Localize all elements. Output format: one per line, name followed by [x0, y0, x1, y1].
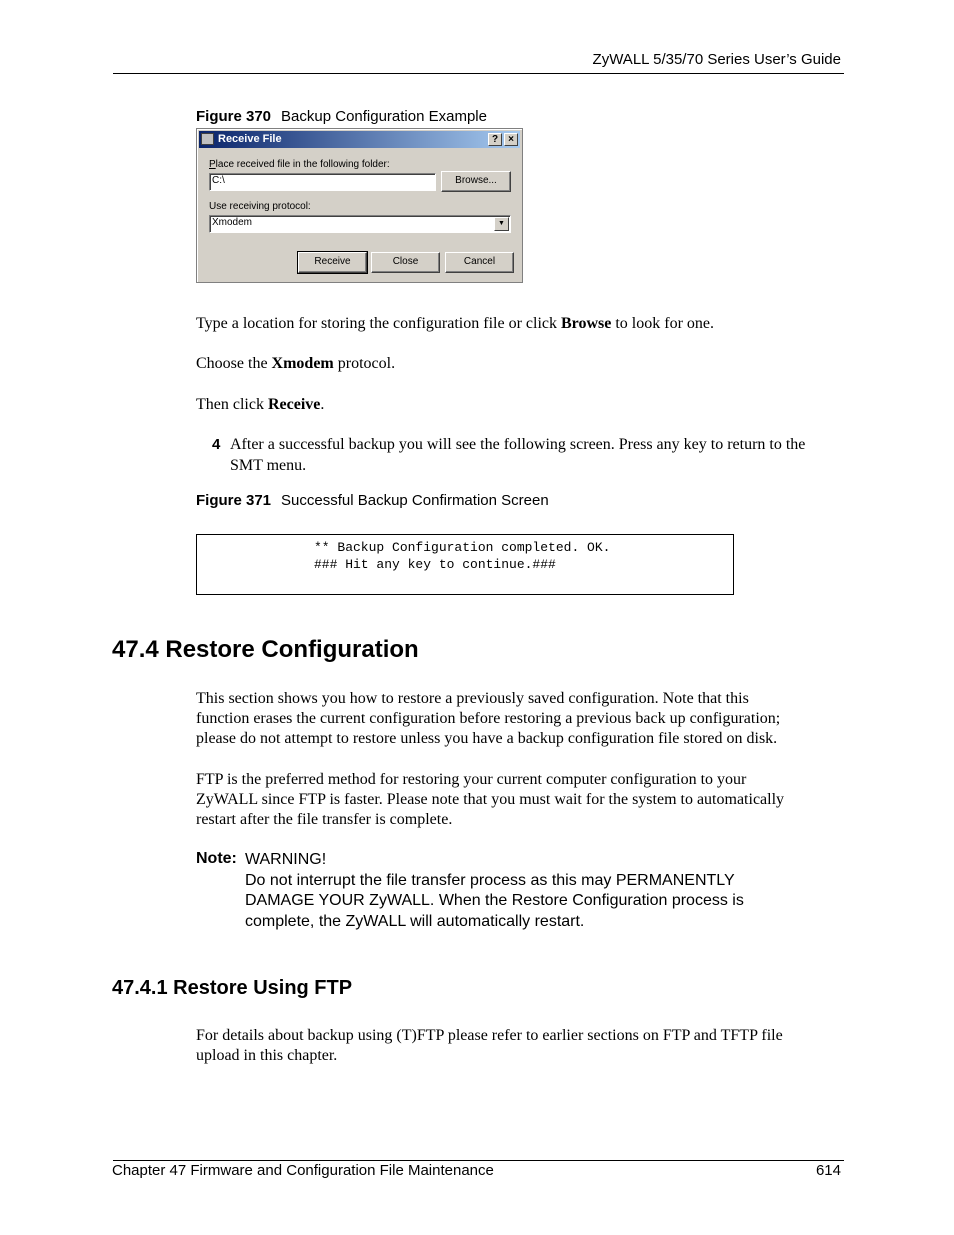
section-47-4-para-2: [196, 770, 784, 830]
section-47-4-para-1: [196, 689, 780, 749]
step-number: 4: [212, 436, 221, 453]
protocol-select[interactable]: [209, 215, 511, 233]
para-then-pre: Then click: [196, 396, 268, 413]
note-line: Do not interrupt the file transfer process as this may PERMANENTLY: [245, 871, 735, 889]
step-4-line-1: After a successful backup you will see the following screen. Press any key to return to the: [230, 436, 806, 453]
folder-label-accesskey: P: [209, 159, 216, 170]
para-then-post: .: [320, 396, 325, 413]
figure-371-title: Successful Backup Confirmation Screen: [281, 492, 549, 509]
footer-chapter: Chapter 47 Firmware and Configuration File Maintenance: [112, 1162, 494, 1179]
note-line: WARNING!: [245, 851, 327, 868]
close-button[interactable]: Close: [371, 252, 440, 273]
para-then-click: [196, 395, 324, 415]
note-label: Note:: [196, 850, 237, 867]
cancel-button[interactable]: Cancel: [445, 252, 514, 273]
para-choose-bold: Xmodem: [271, 355, 334, 372]
section-heading-47-4-1: 47.4.1 Restore Using FTP: [112, 977, 353, 999]
browse-button[interactable]: Browse...: [441, 171, 511, 192]
para1-line: please do not attempt to restore unless you have a backup configuration file stored on disk.: [196, 730, 778, 747]
figure-371-caption: [196, 492, 549, 509]
figure-370-label: Figure 370: [196, 108, 272, 125]
close-icon[interactable]: ×: [504, 133, 518, 146]
receive-file-dialog: [196, 128, 523, 283]
para-type-location-bold: Browse: [560, 315, 612, 332]
receive-button[interactable]: Receive: [298, 252, 367, 273]
running-header-title: ZyWALL 5/35/70 Series User’s Guide: [592, 51, 841, 68]
para2-line: restart after the file transfer is complete.: [196, 811, 453, 828]
footer-rule: [113, 1160, 844, 1161]
footer-page-number: 614: [815, 1162, 841, 1179]
para-type-location-pre: Type a location for storing the configuration file or click: [196, 315, 561, 332]
para2-line: ZyWALL since FTP is faster. Please note that you must wait for the system to automatically: [196, 791, 785, 808]
para-line: upload in this chapter.: [196, 1047, 338, 1064]
folder-label-text: lace received file in the following folder:: [215, 159, 390, 170]
folder-label: [209, 159, 390, 170]
section-47-4-1-para: [196, 1026, 783, 1066]
figure-370-title: Backup Configuration Example: [281, 108, 487, 125]
figure-371-label: Figure 371: [196, 492, 272, 509]
note-text: [245, 850, 744, 932]
para-type-location: [196, 314, 714, 334]
protocol-label: Use receiving protocol:: [209, 201, 311, 212]
para-then-bold: Receive: [267, 396, 321, 413]
folder-input[interactable]: C:\: [209, 173, 436, 191]
para-choose-protocol: [196, 354, 395, 374]
note-line: DAMAGE YOUR ZyWALL. When the Restore Configuration process is: [245, 892, 744, 909]
para-choose-post: protocol.: [333, 355, 396, 372]
note-line: complete, the ZyWALL will automatically restart.: [245, 912, 585, 930]
confirmation-screen: [196, 534, 734, 595]
section-heading-47-4: 47.4 Restore Configuration: [112, 636, 419, 663]
dialog-titlebar: [199, 131, 520, 148]
para1-line: This section shows you how to restore a previously saved configuration. Note that this: [196, 690, 749, 707]
protocol-selected-value: Xmodem: [212, 217, 253, 228]
dialog-title: Receive File: [218, 133, 282, 145]
screen-line-1: ** Backup Configuration completed. OK.: [314, 540, 611, 555]
para1-line: function erases the current configuration before restoring a previous back up configuration;: [196, 710, 781, 727]
chevron-down-icon[interactable]: ▼: [494, 217, 509, 231]
para-line: For details about backup using (T)FTP please refer to earlier sections on FTP and TFTP file: [196, 1027, 783, 1044]
header-rule: [113, 73, 844, 74]
terminal-app-icon: [201, 133, 214, 145]
figure-370-caption: [196, 108, 487, 125]
para-choose-pre: Choose the: [196, 355, 272, 372]
help-icon[interactable]: ?: [488, 133, 502, 146]
screen-line-2: ### Hit any key to continue.###: [314, 557, 556, 572]
para-type-location-post: to look for one.: [611, 315, 715, 332]
para2-line: FTP is the preferred method for restoring your current computer configuration to your: [196, 771, 747, 788]
step-4-line-2: SMT menu.: [230, 457, 307, 474]
